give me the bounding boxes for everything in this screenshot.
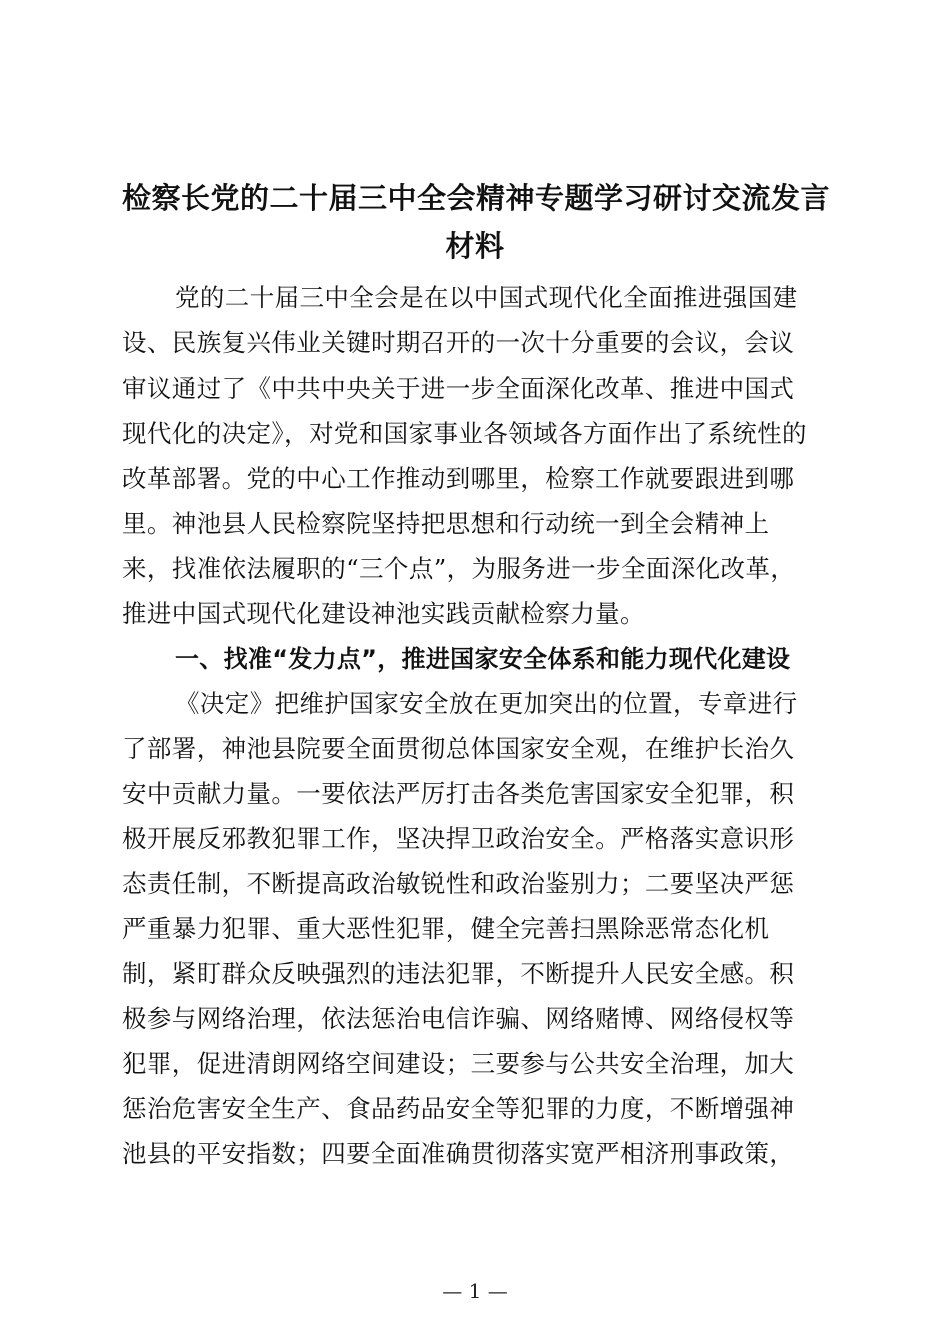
section-line: 《决定》把维护国家安全放在更加突出的位置，专章进行 xyxy=(175,689,798,718)
intro-line: 党的二十届三中全会是在以中国式现代化全面推进强国建 xyxy=(175,283,798,312)
section-heading: 一、找准“发力点”，推进国家安全体系和能力现代化建设 xyxy=(175,645,791,673)
section-line: 制，紧盯群众反映强烈的违法犯罪，不断提升人民安全感。积 xyxy=(122,959,795,988)
intro-line: 里。神池县人民检察院坚持把思想和行动统一到全会精神上 xyxy=(122,509,770,538)
section-line: 极开展反邪教犯罪工作，坚决捍卫政治安全。严格落实意识形 xyxy=(122,824,795,853)
intro-line: 设、民族复兴伟业关键时期召开的一次十分重要的会议，会议 xyxy=(122,328,795,357)
section-line: 安中贡献力量。一要依法严厉打击各类危害国家安全犯罪，积 xyxy=(122,779,795,808)
section-line: 态责任制，不断提高政治敏锐性和政治鉴别力；二要坚决严惩 xyxy=(122,869,795,898)
intro-line: 改革部署。党的中心工作推动到哪里，检察工作就要跟进到哪 xyxy=(122,464,795,493)
section-line: 惩治危害安全生产、食品药品安全等犯罪的力度，不断增强神 xyxy=(122,1094,795,1123)
intro-line: 来，找准依法履职的“三个点”，为服务进一步全面深化改革， xyxy=(122,554,796,583)
document-title-line-1: 检察长党的二十届三中全会精神专题学习研讨交流发言 xyxy=(122,181,831,215)
section-line: 犯罪，促进清朗网络空间建设；三要参与公共安全治理，加大 xyxy=(122,1049,795,1078)
section-line: 极参与网络治理，依法惩治电信诈骗、网络赌博、网络侵权等 xyxy=(122,1004,795,1033)
page-number: — 1 — xyxy=(442,1279,508,1303)
section-line: 严重暴力犯罪、重大恶性犯罪，健全完善扫黑除恶常态化机 xyxy=(122,914,770,943)
intro-line: 现代化的决定》，对党和国家事业各领域各方面作出了系统性的 xyxy=(122,419,807,448)
section-line: 池县的平安指数；四要全面准确贯彻落实宽严相济刑事政策， xyxy=(122,1139,795,1168)
document-title-line-2: 材料 xyxy=(445,229,505,263)
section-line: 了部署，神池县院要全面贯彻总体国家安全观，在维护长治久 xyxy=(122,734,795,763)
intro-line: 审议通过了《中共中央关于进一步全面深化改革、推进中国式 xyxy=(122,374,795,403)
intro-line: 推进中国式现代化建设神池实践贡献检察力量。 xyxy=(122,599,645,628)
